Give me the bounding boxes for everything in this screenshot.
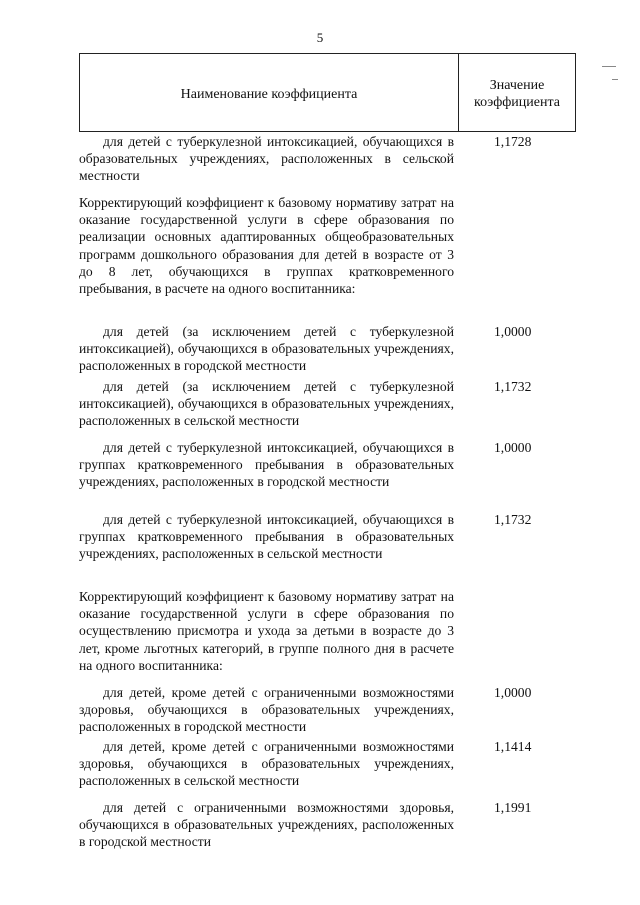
coefficient-value: 1,1414 [494,739,532,754]
coefficient-name: для детей с туберкулезной интоксикацией, обучающихся в группах кратковременного пребывания в образовательных учреждениях, расположенных в городской местности [79,440,454,490]
coefficient-value: 1,1732 [494,512,532,527]
coefficient-name: для детей (за исключением детей с туберкулезной интоксикацией), обучающихся в образовательных учреждениях, расположенных в городской местности [79,324,454,374]
coefficient-value: 1,1728 [494,134,532,149]
table-header [79,53,576,132]
column-header-value-label: Значение коэффициента [474,77,560,110]
coefficient-value: 1,0000 [494,685,532,700]
coefficient-name: для детей (за исключением детей с туберкулезной интоксикацией), обучающихся в образовательных учреждениях, расположенных в сельской местности [79,379,454,429]
coefficient-name: для детей с ограниченными возможностями здоровья, обучающихся в образовательных учреждениях, расположенных в городской местности [79,800,454,850]
coefficient-name: для детей, кроме детей с ограниченными возможностями здоровья, обучающихся в образовательных учреждениях, расположенных в сельской местности [79,739,454,789]
page-number: 5 [316,30,324,45]
scan-edge-mark [602,66,616,67]
coefficient-name: для детей с туберкулезной интоксикацией, обучающихся в образовательных учреждениях, расположенных в сельской местности [79,134,454,184]
coefficient-value: 1,1732 [494,379,532,394]
coefficient-value: 1,1991 [494,800,532,815]
coefficient-section-heading: Корректирующий коэффициент к базовому нормативу затрат на оказание государственной услуги в сфере образования по осуществлению присмотра и ухода за детьми в возрасте до 3 лет, кроме льготных категорий, в группе полного дня в расчете на одного воспитанника: [79,589,454,673]
coefficient-value: 1,0000 [494,440,532,455]
coefficient-value: 1,0000 [494,324,532,339]
coefficient-name: для детей с туберкулезной интоксикацией, обучающихся в группах кратковременного пребывания в образовательных учреждениях, расположенных в сельской местности [79,512,454,562]
column-header-name: Наименование коэффициента [80,54,459,131]
column-header-value [459,54,575,131]
coefficient-section-heading: Корректирующий коэффициент к базовому нормативу затрат на оказание государственной услуги в сфере образования по реализации основных адаптированных общеобразовательных программ дошкольного образования для детей в возрасте от 3 до 8 лет, обучающихся в группах кратковременного пребывания, в расчете на одного воспитанника: [79,195,454,297]
coefficient-name: для детей, кроме детей с ограниченными возможностями здоровья, обучающихся в образовательных учреждениях, расположенных в городской местности [79,685,454,735]
scan-edge-mark [612,79,618,80]
